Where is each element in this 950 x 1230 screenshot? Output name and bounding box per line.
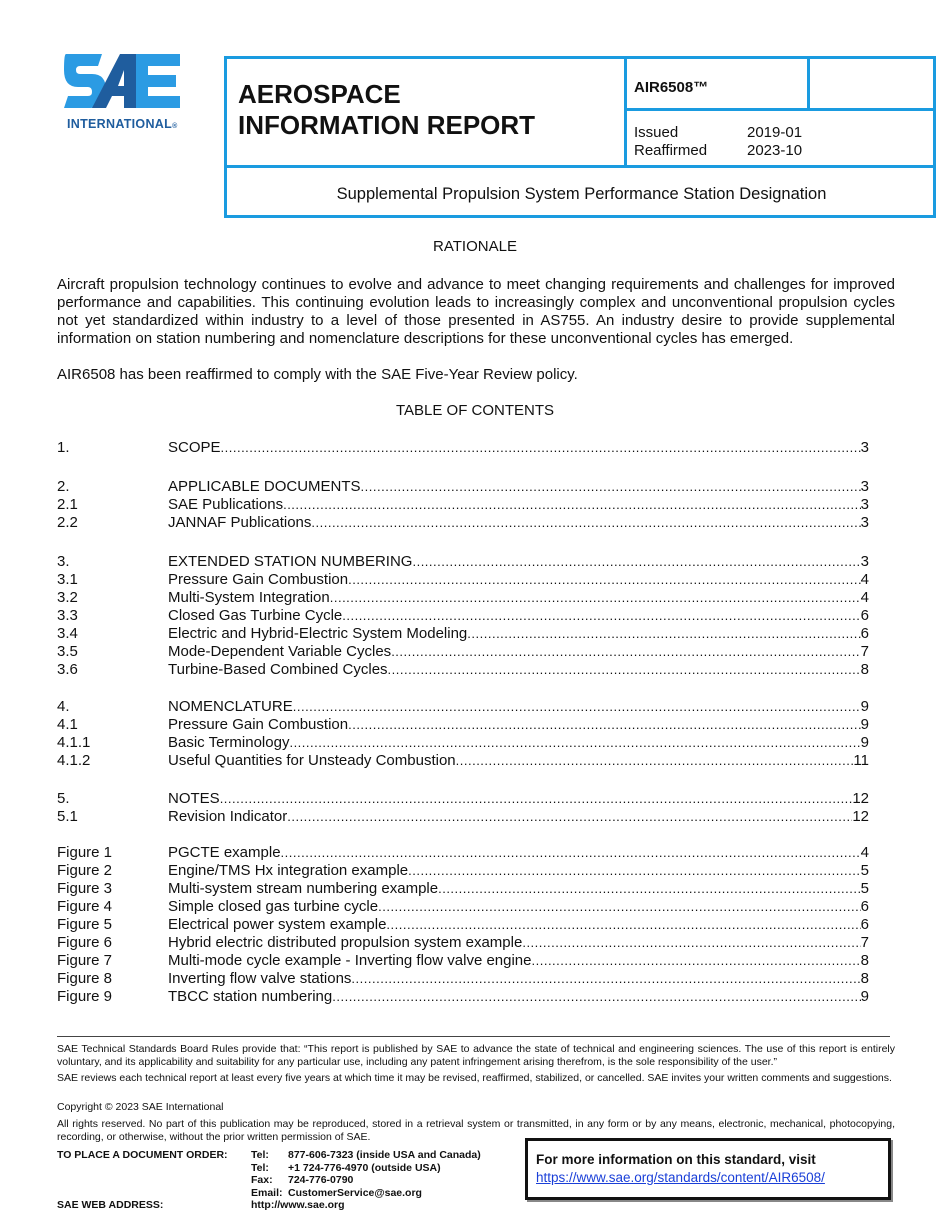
toc-entry[interactable]: 3.2 Multi-System Integration ..... 4: [57, 589, 869, 607]
toc-figure-entry[interactable]: Figure 2 Engine/TMS Hx integration example ..... 5: [57, 862, 869, 880]
toc-entry[interactable]: 4.1.1 Basic Terminology ..... 9: [57, 734, 869, 752]
document-type: AEROSPACE INFORMATION REPORT: [238, 79, 536, 140]
contact-tel-international: Tel: +1 724-776-4970 (outside USA): [251, 1161, 441, 1174]
toc-figure-entry[interactable]: Figure 3 Multi-system stream numbering example ..... 5: [57, 880, 869, 898]
toc-entry[interactable]: 3. EXTENDED STATION NUMBERING ..... 3: [57, 553, 869, 571]
toc-entry[interactable]: 3.6 Turbine-Based Combined Cycles ..... 8: [57, 661, 869, 679]
order-label: TO PLACE A DOCUMENT ORDER:: [57, 1149, 228, 1161]
toc-figure-entry[interactable]: Figure 4 Simple closed gas turbine cycle ..... 6: [57, 898, 869, 916]
toc-entry[interactable]: 3.1 Pressure Gain Combustion ..... 4: [57, 571, 869, 589]
logo-subtitle: INTERNATIONAL®: [67, 117, 178, 131]
toc-figure-entry[interactable]: Figure 7 Multi-mode cycle example - Inverting flow valve engine ..... 8: [57, 952, 869, 970]
document-header-box: [224, 56, 936, 218]
reaffirmed-paragraph: AIR6508 has been reaffirmed to comply with the SAE Five-Year Review policy.: [57, 366, 578, 383]
rationale-paragraph: Aircraft propulsion technology continues to evolve and advance to meet changing requirements and challenges for improved performance and capabilities. This continuing evolution leads to increasingly complex and unconventional propulsion cycles not yet standardized within industry to a level of those presented in AS755. An industry desire to provide supplemental information on station numbering and nomenclature descriptions for these unconventional cycles has emerged.: [57, 276, 895, 347]
contact-fax: Fax: 724-776-0790: [251, 1174, 354, 1186]
copyright: Copyright © 2023 SAE International: [57, 1101, 224, 1113]
toc-figure-entry[interactable]: Figure 6 Hybrid electric distributed propulsion system example ..... 7: [57, 934, 869, 952]
document-number: AIR6508™: [634, 79, 709, 96]
web-address[interactable]: http://www.sae.org: [251, 1199, 345, 1211]
more-info-box: [525, 1138, 891, 1200]
rights-notice: All rights reserved. No part of this publication may be reproduced, stored in a retrieval system or transmitted, in any form or by any means, electronic, mechanical, photocopying, recording, or otherwise, without the prior written permission of SAE.: [57, 1118, 895, 1143]
toc-entry[interactable]: 2.2 JANNAF Publications ..... 3: [57, 514, 869, 532]
contact-tel-domestic: Tel: 877-606-7323 (inside USA and Canada): [251, 1149, 481, 1161]
contact-list: [251, 1149, 481, 1212]
standard-link[interactable]: https://www.sae.org/standards/content/AIR6508/: [536, 1170, 825, 1185]
toc-figure-entry[interactable]: Figure 5 Electrical power system example ..... 6: [57, 916, 869, 934]
toc-entry[interactable]: 4.1 Pressure Gain Combustion ..... 9: [57, 716, 869, 734]
toc-entry[interactable]: 3.4 Electric and Hybrid-Electric System Modeling ..... 6: [57, 625, 869, 643]
toc-entry[interactable]: 2.1 SAE Publications ..... 3: [57, 496, 869, 514]
toc-figure-entry[interactable]: Figure 8 Inverting flow valve stations ..... 8: [57, 970, 869, 988]
standards-board-rules: SAE Technical Standards Board Rules provide that: “This report is published by SAE to advance the state of technical and engineering sciences. The use of this report is entirely voluntary, and its applicability and suitability for any particular use, including any patent infringement arising therefrom, is the sole responsibility of the user.”: [57, 1043, 895, 1068]
toc-entry[interactable]: 1. SCOPE ..... 3: [57, 439, 869, 457]
toc-heading: TABLE OF CONTENTS: [395, 402, 555, 419]
toc-entry[interactable]: 4. NOMENCLATURE ..... 9: [57, 698, 869, 716]
toc-entry[interactable]: 3.3 Closed Gas Turbine Cycle ..... 6: [57, 607, 869, 625]
toc-entry[interactable]: 3.5 Mode-Dependent Variable Cycles ..... 7: [57, 643, 869, 661]
toc-entry[interactable]: 5.1 Revision Indicator ..... 12: [57, 808, 869, 826]
document-title: Supplemental Propulsion System Performance Station Designation: [336, 185, 827, 203]
toc-entry[interactable]: 4.1.2 Useful Quantities for Unsteady Combustion ..... 11: [57, 752, 869, 770]
footer-divider: [57, 1036, 890, 1037]
issue-dates: Issued 2019-01 Reaffirmed 2023-10: [634, 124, 803, 159]
more-info-text: For more information on this standard, visit: [536, 1152, 816, 1167]
toc-entry[interactable]: 2. APPLICABLE DOCUMENTS ..... 3: [57, 478, 869, 496]
toc-figure-entry[interactable]: Figure 9 TBCC station numbering ..... 9: [57, 988, 869, 1006]
contact-email[interactable]: Email: CustomerService@sae.org: [251, 1186, 422, 1199]
rationale-heading: RATIONALE: [433, 238, 517, 255]
review-notice: SAE reviews each technical report at least every five years at which time it may be revised, reaffirmed, stabilized, or cancelled. SAE invites your written comments and suggestions.: [57, 1072, 892, 1084]
toc-entry[interactable]: 5. NOTES ..... 12: [57, 790, 869, 808]
toc-figure-entry[interactable]: Figure 1 PGCTE example ..... 4: [57, 844, 869, 862]
web-address-label: SAE WEB ADDRESS:: [57, 1199, 164, 1211]
